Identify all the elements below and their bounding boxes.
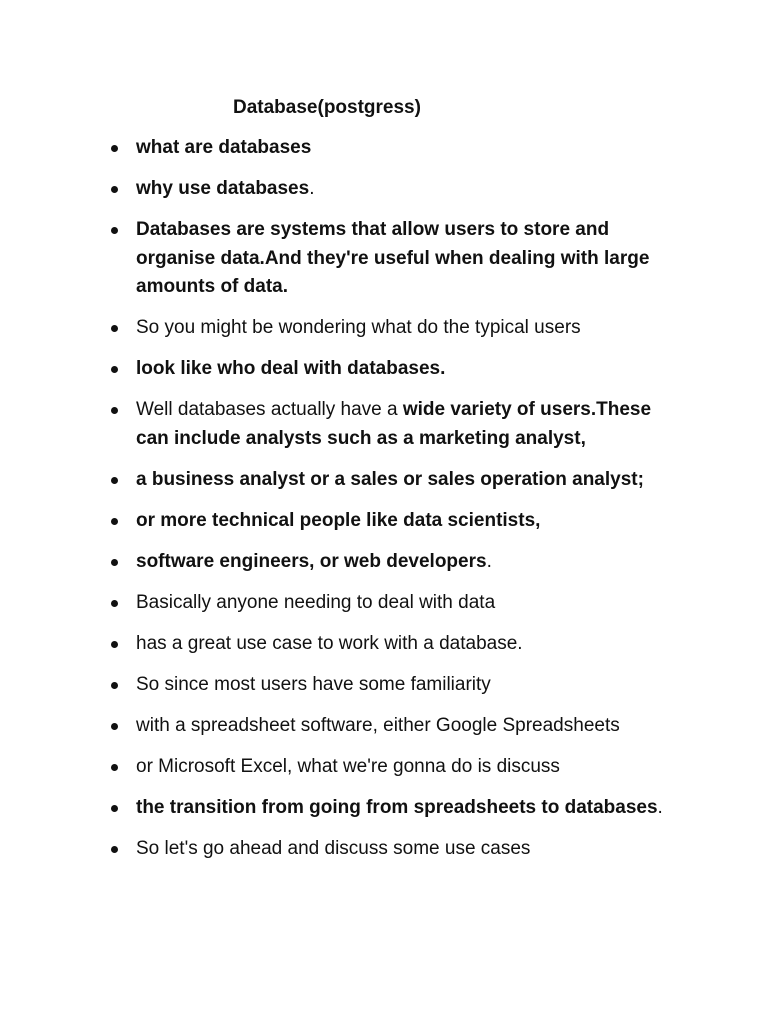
bullet-dot-icon bbox=[111, 764, 118, 771]
list-item bbox=[108, 671, 688, 700]
list-item bbox=[108, 835, 688, 864]
page-title: Database(postgress) bbox=[233, 97, 421, 118]
body-text: has a great use case to work with a database. bbox=[136, 632, 523, 654]
list-item bbox=[108, 712, 688, 741]
bullet-dot-icon bbox=[111, 723, 118, 730]
bullet-dot-icon bbox=[111, 805, 118, 812]
bold-text: why use databases bbox=[136, 178, 310, 199]
bullet-list bbox=[108, 134, 688, 876]
body-text: So let's go ahead and discuss some use cases bbox=[136, 837, 531, 859]
bullet-dot-icon bbox=[111, 682, 118, 689]
body-text: . bbox=[486, 550, 492, 572]
list-item bbox=[108, 216, 688, 302]
bullet-dot-icon bbox=[111, 641, 118, 648]
list-item bbox=[108, 794, 688, 823]
bullet-dot-icon bbox=[111, 325, 118, 332]
list-item bbox=[108, 355, 688, 384]
bold-text: wide variety of users.These can include analysts such as a marketing analyst, bbox=[136, 399, 652, 449]
bold-text: what are databases bbox=[136, 137, 312, 158]
bullet-dot-icon bbox=[111, 600, 118, 607]
bullet-dot-icon bbox=[111, 846, 118, 853]
list-item bbox=[108, 753, 688, 782]
bold-text: the transition from going from spreadsheets to databases bbox=[136, 796, 658, 818]
body-text: So since most users have some familiarity bbox=[136, 673, 491, 695]
body-text: So you might be wondering what do the typical users bbox=[136, 317, 581, 338]
list-item bbox=[108, 630, 688, 659]
bullet-dot-icon bbox=[111, 366, 118, 373]
bullet-dot-icon bbox=[111, 145, 118, 152]
list-item bbox=[108, 466, 688, 495]
bullet-dot-icon bbox=[111, 407, 118, 414]
bold-text: Databases are systems that allow users to store and organise data.And they're useful when dealing with large amounts of data. bbox=[136, 219, 650, 297]
bullet-dot-icon bbox=[111, 559, 118, 566]
list-item bbox=[108, 507, 688, 536]
body-text: or Microsoft Excel, what we're gonna do is discuss bbox=[136, 755, 560, 777]
body-text: Basically anyone needing to deal with data bbox=[136, 591, 496, 613]
list-item bbox=[108, 589, 688, 618]
bullet-dot-icon bbox=[111, 518, 118, 525]
bullet-dot-icon bbox=[111, 477, 118, 484]
list-item bbox=[108, 314, 688, 343]
bold-text: look like who deal with databases. bbox=[136, 358, 446, 379]
body-text: . bbox=[309, 178, 315, 199]
body-text: Well databases actually have a bbox=[136, 399, 403, 420]
bullet-dot-icon bbox=[111, 186, 118, 193]
body-text: with a spreadsheet software, either Google Spreadsheets bbox=[136, 714, 620, 736]
body-text: . bbox=[657, 796, 663, 818]
bold-text: or more technical people like data scientists, bbox=[136, 509, 541, 531]
bold-text: software engineers, or web developers bbox=[136, 550, 487, 572]
bullet-dot-icon bbox=[111, 227, 118, 234]
bold-text: a business analyst or a sales or sales operation analyst; bbox=[136, 468, 644, 490]
list-item bbox=[108, 175, 688, 204]
list-item bbox=[108, 134, 688, 163]
list-item bbox=[108, 548, 688, 577]
list-item bbox=[108, 396, 688, 453]
